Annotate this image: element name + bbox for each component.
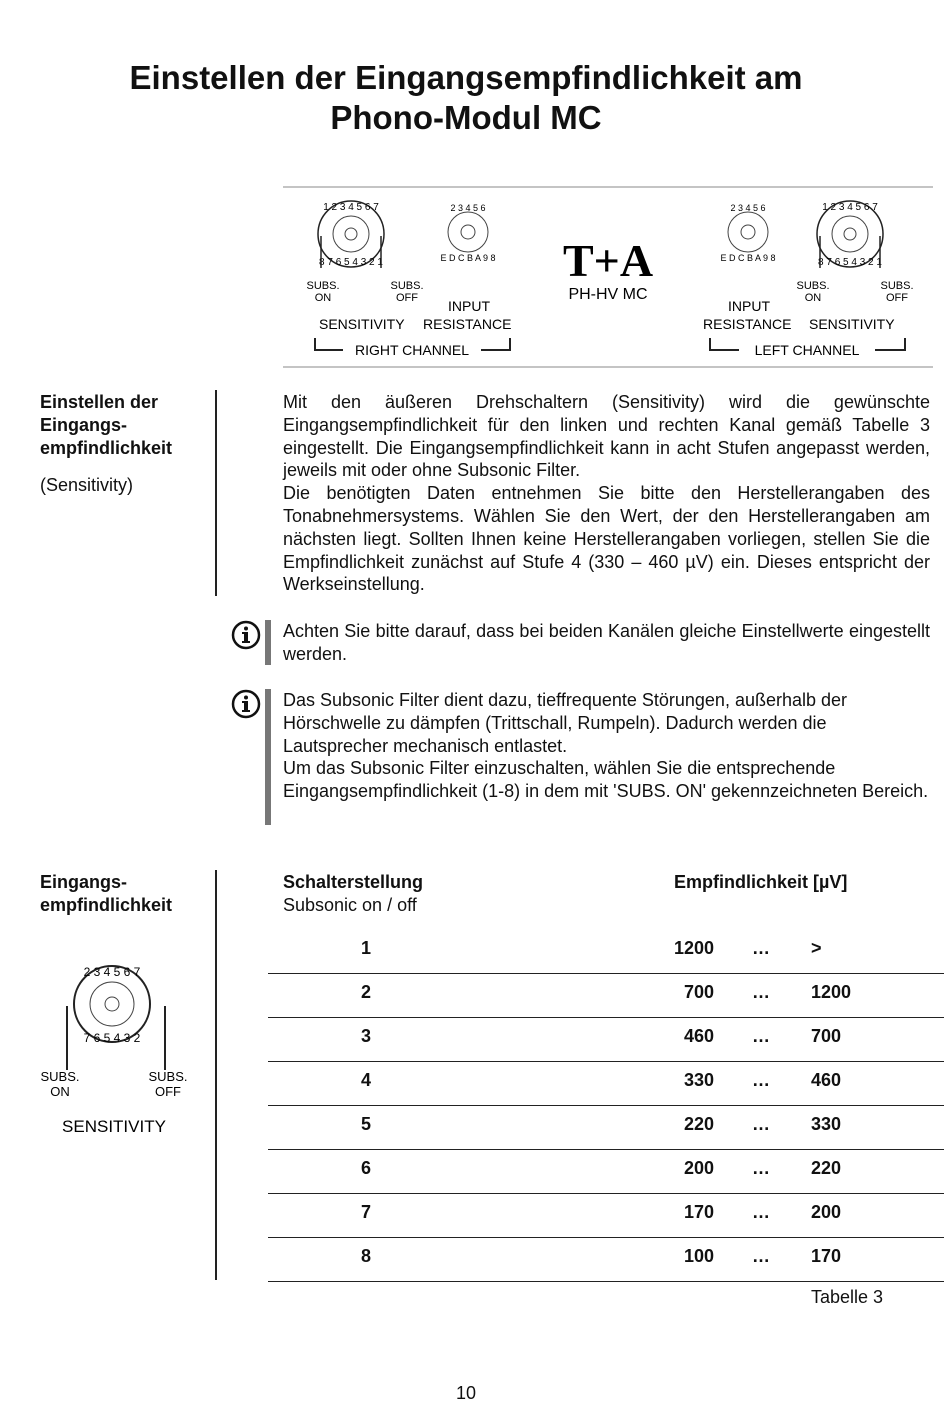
switch-position: 8	[361, 1246, 372, 1266]
range-separator: …	[752, 1114, 770, 1134]
note2-paragraph-1: Das Subsonic Filter dient dazu, tieffrequente Störungen, außerhalb der Hörschwelle zu dämpfen (Trittschall, Rumpeln). Dadurch werden die Lautsprecher mechanisch entlastet.	[283, 690, 848, 756]
table-col2-header: Empfindlichkeit [µV]	[674, 872, 848, 892]
svg-text:2 3 4 5 6 7: 2 3 4 5 6 7	[83, 965, 141, 979]
section1-paragraph-1: Mit den äußeren Drehschaltern (Sensitivity) wird die gewünschte Eingangsempfindlichkeit für den linken und rechten Kanal gemäß Tabelle 3 eingestellt. Die Eingangsempfindlichkeit kann in acht Stufen angepasst werden, jeweils mit oder ohne Subsonic Filter.	[283, 392, 930, 481]
range-separator: …	[752, 1158, 770, 1178]
right-input-label: INPUT	[448, 298, 490, 314]
table-caption: Tabelle 3	[811, 1287, 884, 1307]
right-resistance-dial	[440, 203, 495, 263]
device-panel-illustration	[283, 186, 933, 368]
left-channel-label: LEFT CHANNEL	[754, 342, 860, 358]
section1-heading-2: Eingangs-	[40, 415, 128, 435]
right-sensitivity-dial	[318, 201, 384, 268]
left-subs-off-label-2: OFF	[886, 292, 908, 304]
range-separator: …	[752, 1070, 770, 1090]
sensitivity-from: 460	[683, 1026, 714, 1046]
table-row	[268, 1237, 944, 1282]
sensitivity-from: 700	[683, 982, 714, 1002]
section1-heading-3: empfindlichkeit	[40, 438, 173, 458]
sensitivity-dial-illustration	[35, 962, 205, 1142]
switch-position: 2	[361, 982, 372, 1002]
sensitivity-from: 220	[683, 1114, 714, 1134]
switch-position: 5	[361, 1114, 372, 1134]
sensitivity-to: >	[811, 938, 822, 958]
table-row	[268, 1105, 944, 1150]
brand-logo: T+A	[562, 235, 654, 286]
dial-subs-on-label: SUBS.	[40, 1069, 80, 1084]
switch-position: 4	[361, 1070, 372, 1090]
range-separator: …	[752, 938, 770, 958]
sensitivity-to: 220	[811, 1158, 842, 1178]
sensitivity-to: 170	[811, 1246, 842, 1266]
sensitivity-to: 700	[811, 1026, 842, 1046]
title-line-1: Einstellen der Eingangsempfindlichkeit am	[129, 59, 803, 96]
section1-sidebar	[40, 391, 172, 497]
note2-paragraph-2: Um das Subsonic Filter einzuschalten, wählen Sie die entsprechende Eingangsempfindlichkeit (1-8) in dem mit 'SUBS. ON' gekennzeichneten Bereich.	[283, 758, 929, 802]
left-input-label: INPUT	[728, 298, 770, 314]
sensitivity-from: 200	[683, 1158, 714, 1178]
dial-subs-off-label-2: OFF	[155, 1084, 181, 1099]
svg-text:E D C B A 9 8: E D C B A 9 8	[440, 253, 496, 263]
svg-text:8 7 6 5 4 3 2 1: 8 7 6 5 4 3 2 1	[818, 257, 882, 268]
section1-paragraph-2: Die benötigten Daten entnehmen Sie bitte den Herstellerangaben des Tonabnehmersystems. Wählen Sie den Wert, der den Herstellerangaben am nächsten liegt. Sollten Ihnen keine Herstellerangaben vorliegen, stellen Sie die Empfindlichkeit zunächst auf Stufe 4 (330 – 460 µV) ein. Dieses entspricht der Werkseinstellung.	[283, 483, 930, 595]
left-subs-on-label-2: ON	[804, 292, 822, 304]
sensitivity-to: 330	[811, 1114, 842, 1134]
section1-subheading: (Sensitivity)	[40, 475, 134, 495]
switch-position: 1	[361, 938, 372, 958]
info-icon	[231, 689, 261, 719]
range-separator: …	[752, 1026, 770, 1046]
left-sensitivity-dial	[817, 201, 883, 268]
section2-sidebar	[40, 871, 172, 917]
switch-position: 3	[361, 1026, 372, 1046]
right-subs-on-label: SUBS.	[306, 280, 340, 292]
dial-sensitivity-label: SENSITIVITY	[62, 1117, 166, 1136]
section1-heading-1: Einstellen der	[40, 392, 159, 412]
right-resistance-label: RESISTANCE	[423, 316, 512, 332]
svg-text:8 7 6 5 4 3 2 1: 8 7 6 5 4 3 2 1	[319, 257, 383, 268]
switch-position: 6	[361, 1158, 372, 1178]
section2-divider	[215, 870, 217, 1280]
dial-subs-on-label-2: ON	[50, 1084, 70, 1099]
left-resistance-label: RESISTANCE	[703, 316, 792, 332]
svg-text:1 2 3 4 5 6 7: 1 2 3 4 5 6 7	[323, 202, 379, 213]
switch-position: 7	[361, 1202, 372, 1222]
table-row	[268, 973, 944, 1018]
table-col1-subtitle: Subsonic on / off	[283, 895, 417, 915]
sensitivity-from: 170	[683, 1202, 714, 1222]
left-sensitivity-label: SENSITIVITY	[809, 316, 895, 332]
sensitivity-from: 1200	[673, 938, 714, 958]
table-row	[268, 1149, 944, 1194]
table-col1-header	[283, 871, 423, 917]
table-row	[268, 1017, 944, 1062]
sensitivity-to: 1200	[811, 982, 852, 1002]
sensitivity-to: 200	[811, 1202, 842, 1222]
right-sensitivity-label: SENSITIVITY	[319, 316, 405, 332]
table-row	[268, 1061, 944, 1106]
range-separator: …	[752, 1246, 770, 1266]
table-col1-title: Schalterstellung	[283, 872, 424, 892]
note2-text	[283, 689, 930, 803]
svg-text:7 6 5 4 3 2: 7 6 5 4 3 2	[83, 1031, 141, 1045]
left-resistance-dial	[720, 203, 775, 263]
right-subs-on-label-2: ON	[314, 292, 332, 304]
note1-text: Achten Sie bitte darauf, dass bei beiden Kanälen gleiche Einstellwerte eingestellt werden.	[283, 621, 930, 664]
sensitivity-to: 460	[811, 1070, 842, 1090]
sensitivity-from: 330	[683, 1070, 714, 1090]
right-channel-label: RIGHT CHANNEL	[354, 342, 470, 358]
section1-body	[283, 391, 930, 596]
dial-subs-off-label: SUBS.	[148, 1069, 188, 1084]
title-line-2: Phono-Modul MC	[330, 99, 602, 136]
section2-heading-1: Eingangs-	[40, 872, 128, 892]
section1-divider	[215, 390, 217, 596]
sensitivity-from: 100	[683, 1246, 714, 1266]
left-subs-on-label: SUBS.	[796, 280, 830, 292]
page-number: 10	[455, 1383, 477, 1403]
page-title	[0, 58, 932, 138]
info-icon	[231, 620, 261, 650]
left-subs-off-label: SUBS.	[880, 280, 914, 292]
svg-text:1 2 3 4 5 6 7: 1 2 3 4 5 6 7	[822, 202, 878, 213]
range-separator: …	[752, 1202, 770, 1222]
model-label: PH-HV MC	[568, 286, 648, 303]
section2-heading-2: empfindlichkeit	[40, 895, 173, 915]
range-separator: …	[752, 982, 770, 1002]
note2-bar	[265, 689, 271, 825]
svg-text:2 3 4 5 6: 2 3 4 5 6	[450, 203, 486, 213]
note1-bar	[265, 620, 271, 665]
svg-text:E D C B A 9 8: E D C B A 9 8	[720, 253, 776, 263]
right-subs-off-label: SUBS.	[390, 280, 424, 292]
svg-text:2 3 4 5 6: 2 3 4 5 6	[730, 203, 766, 213]
table-row	[268, 1193, 944, 1238]
table-row	[268, 929, 944, 974]
right-subs-off-label-2: OFF	[396, 292, 418, 304]
